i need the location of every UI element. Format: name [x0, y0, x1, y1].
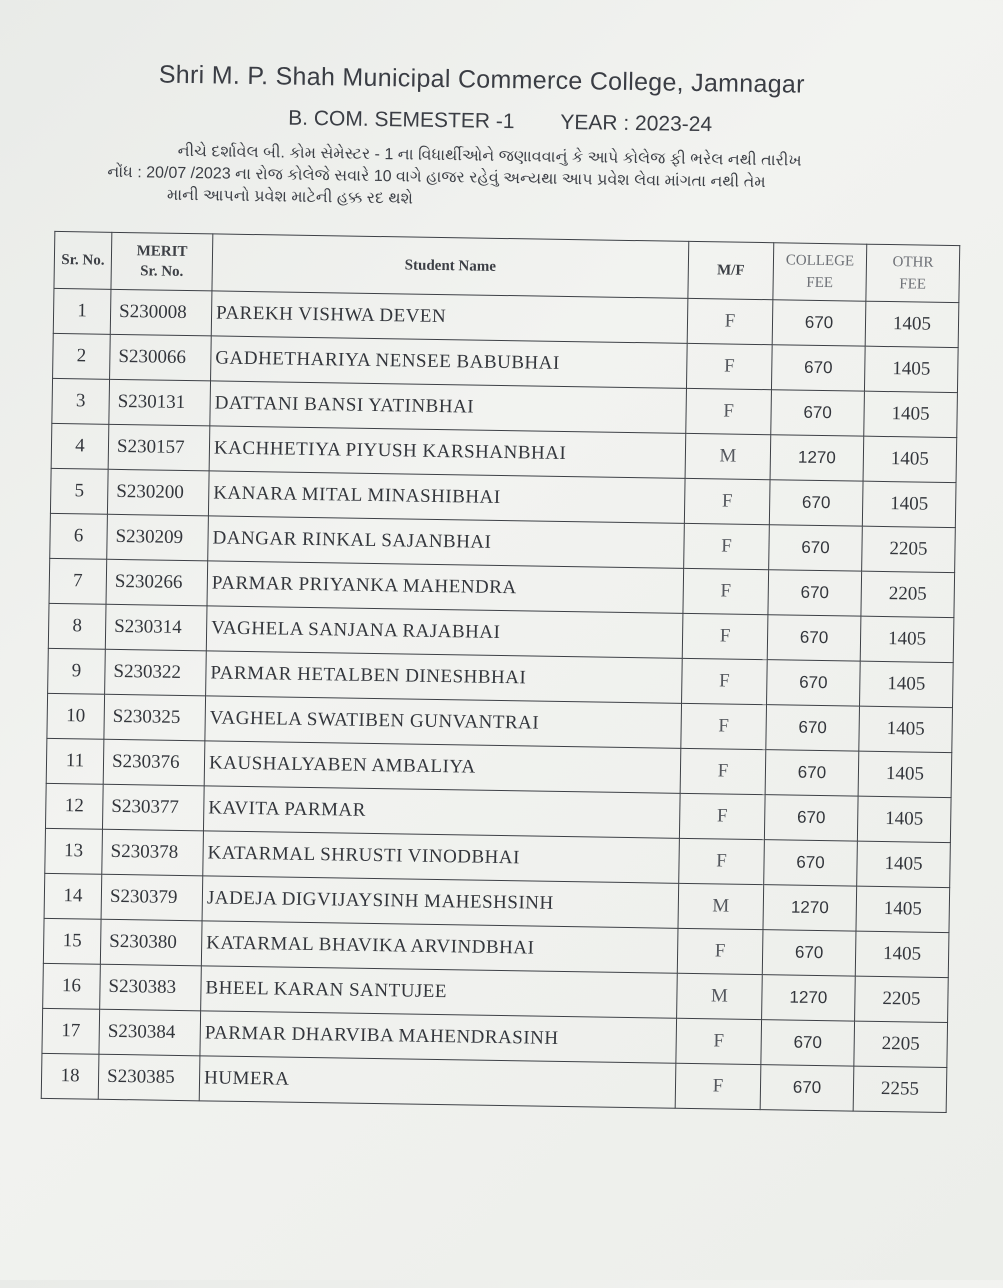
- cell-college-fee: 670: [766, 705, 860, 751]
- notice-line-3: માની આપનો પ્રવેશ માટેની હક્ક રદ થશે: [166, 186, 414, 208]
- cell-college-fee: 670: [768, 570, 862, 616]
- cell-gender: F: [679, 838, 765, 884]
- cell-college-fee: 670: [760, 1065, 854, 1111]
- cell-student-name: JADEJA DIGVIJAYSINH MAHESHSINH: [202, 876, 679, 928]
- cell-gender: F: [682, 658, 768, 704]
- cell-other-fee: 2205: [855, 976, 949, 1022]
- cell-other-fee: 1405: [855, 931, 949, 977]
- cell-college-fee: 670: [765, 750, 859, 796]
- cell-other-fee: 1405: [857, 796, 951, 842]
- cell-other-fee: 1405: [857, 841, 951, 887]
- cell-college-fee: 670: [767, 615, 861, 661]
- cell-college-fee: 670: [771, 345, 865, 391]
- cell-college-fee: 670: [772, 300, 866, 346]
- cell-merit-no: S230385: [98, 1054, 200, 1101]
- header-sr-no: Sr. No.: [54, 231, 112, 289]
- cell-sr-no: 2: [53, 333, 111, 379]
- cell-student-name: PARMAR PRIYANKA MAHENDRA: [207, 561, 684, 613]
- cell-student-name: PARMAR DHARVIBA MAHENDRASINH: [200, 1011, 677, 1063]
- cell-merit-no: S230266: [106, 559, 208, 606]
- cell-merit-no: S230200: [107, 469, 209, 516]
- cell-merit-no: S230314: [105, 604, 207, 651]
- cell-gender: F: [683, 568, 769, 614]
- cell-college-fee: 670: [771, 390, 865, 436]
- student-fee-table: [41, 231, 961, 1113]
- cell-college-fee: 1270: [763, 885, 857, 931]
- cell-sr-no: 17: [42, 1008, 100, 1054]
- cell-student-name: KACHHETIYA PIYUSH KARSHANBHAI: [209, 426, 686, 478]
- cell-gender: F: [686, 388, 772, 434]
- cell-other-fee: 1405: [859, 706, 953, 752]
- cell-other-fee: 1405: [865, 301, 959, 347]
- cell-student-name: KANARA MITAL MINASHIBHAI: [208, 471, 685, 523]
- semester-label: B. COM. SEMESTER -1: [287, 106, 515, 134]
- cell-gender: M: [677, 973, 763, 1019]
- cell-sr-no: 16: [43, 963, 101, 1009]
- cell-other-fee: 2205: [861, 571, 955, 617]
- cell-sr-no: 1: [53, 288, 111, 334]
- cell-gender: F: [675, 1063, 761, 1109]
- cell-merit-no: S230384: [99, 1009, 201, 1056]
- notice-text: [107, 140, 948, 219]
- cell-student-name: GADHETHARIYA NENSEE BABUBHAI: [211, 336, 688, 388]
- cell-other-fee: 1405: [864, 391, 958, 437]
- cell-gender: F: [686, 343, 772, 389]
- cell-college-fee: 670: [767, 660, 861, 706]
- cell-merit-no: S230131: [109, 379, 211, 426]
- header-mf: M/F: [688, 241, 774, 299]
- cell-gender: F: [680, 748, 766, 794]
- cell-sr-no: 6: [50, 513, 108, 559]
- cell-college-fee: 670: [764, 840, 858, 886]
- cell-gender: F: [684, 478, 770, 524]
- college-title: Shri M. P. Shah Municipal Commerce College, Jamnagar: [158, 60, 805, 99]
- cell-merit-no: S230008: [110, 289, 212, 336]
- cell-student-name: HUMERA: [199, 1056, 676, 1108]
- cell-merit-no: S230376: [103, 739, 205, 786]
- year-label: YEAR : 2023-24: [560, 110, 713, 137]
- cell-sr-no: 3: [52, 378, 110, 424]
- cell-sr-no: 9: [48, 648, 106, 694]
- cell-sr-no: 11: [46, 738, 104, 784]
- notice-line-2: નોંધ : 20/07 /2023 ના રોજ કોલેજે સવારે 10 વાગે હાજર રહેવું અન્યથા આપ પ્રવેશ લેવા માંગતા નથી તેમ: [107, 163, 766, 192]
- cell-other-fee: 2255: [853, 1066, 947, 1112]
- cell-gender: M: [678, 883, 764, 929]
- cell-student-name: VAGHELA SWATIBEN GUNVANTRAI: [205, 696, 682, 748]
- cell-gender: F: [681, 703, 767, 749]
- cell-sr-no: 14: [44, 873, 102, 919]
- cell-college-fee: 670: [764, 795, 858, 841]
- cell-other-fee: 1405: [863, 436, 957, 482]
- cell-merit-no: S230378: [102, 829, 204, 876]
- cell-student-name: PAREKH VISHWA DEVEN: [211, 291, 688, 343]
- cell-student-name: BHEEL KARAN SANTUJEE: [201, 966, 678, 1018]
- cell-merit-no: S230209: [107, 514, 209, 561]
- cell-gender: F: [682, 613, 768, 659]
- cell-sr-no: 8: [48, 603, 106, 649]
- cell-gender: F: [684, 523, 770, 569]
- cell-student-name: KAVITA PARMAR: [203, 786, 680, 838]
- cell-student-name: DANGAR RINKAL SAJANBHAI: [208, 516, 685, 568]
- cell-sr-no: 5: [50, 468, 108, 514]
- semester-line: [288, 107, 712, 138]
- cell-college-fee: 670: [769, 525, 863, 571]
- cell-other-fee: 2205: [862, 526, 956, 572]
- cell-merit-no: S230379: [101, 874, 203, 921]
- cell-sr-no: 13: [45, 828, 103, 874]
- header-college-fee: COLLEGE FEE: [773, 243, 867, 301]
- cell-merit-no: S230157: [108, 424, 210, 471]
- cell-sr-no: 4: [51, 423, 109, 469]
- cell-student-name: DATTANI BANSI YATINBHAI: [210, 381, 687, 433]
- cell-college-fee: 670: [769, 480, 863, 526]
- cell-other-fee: 1405: [864, 346, 958, 392]
- cell-student-name: KAUSHALYABEN AMBALIYA: [204, 741, 681, 793]
- cell-gender: F: [677, 928, 763, 974]
- cell-college-fee: 1270: [770, 435, 864, 481]
- cell-gender: F: [687, 298, 773, 344]
- cell-college-fee: 1270: [762, 975, 856, 1021]
- cell-other-fee: 1405: [856, 886, 950, 932]
- cell-other-fee: 1405: [862, 481, 956, 527]
- header-other-fee: OTHR FEE: [866, 244, 960, 302]
- cell-sr-no: 7: [49, 558, 107, 604]
- cell-student-name: KATARMAL BHAVIKA ARVINDBHAI: [201, 921, 678, 973]
- cell-merit-no: S230066: [110, 334, 212, 381]
- cell-student-name: PARMAR HETALBEN DINESHBHAI: [206, 651, 683, 703]
- header-merit-sr-no: MERIT Sr. No.: [111, 232, 213, 291]
- cell-other-fee: 1405: [858, 751, 952, 797]
- cell-other-fee: 1405: [860, 661, 954, 707]
- cell-college-fee: 670: [761, 1020, 855, 1066]
- cell-merit-no: S230325: [104, 694, 206, 741]
- cell-merit-no: S230322: [105, 649, 207, 696]
- notice-line-1: નીચે દર્શાવેલ બી. કોમ સેમેસ્ટર - 1 ના વિધાર્થીઓને જણાવવાનું કે આપે કોલેજ ફી ભરેલ નથી તારીખ: [177, 142, 802, 170]
- cell-college-fee: 670: [762, 930, 856, 976]
- cell-other-fee: 2205: [854, 1021, 948, 1067]
- cell-merit-no: S230380: [100, 919, 202, 966]
- cell-other-fee: 1405: [860, 616, 954, 662]
- cell-sr-no: 15: [43, 918, 101, 964]
- cell-student-name: VAGHELA SANJANA RAJABHAI: [206, 606, 683, 658]
- header-student-name: Student Name: [212, 234, 689, 298]
- cell-merit-no: S230383: [100, 964, 202, 1011]
- cell-gender: F: [679, 793, 765, 839]
- cell-sr-no: 18: [41, 1053, 99, 1099]
- cell-student-name: KATARMAL SHRUSTI VINODBHAI: [203, 831, 680, 883]
- cell-gender: M: [685, 433, 771, 479]
- cell-sr-no: 10: [47, 693, 105, 739]
- cell-merit-no: S230377: [102, 784, 204, 831]
- cell-sr-no: 12: [45, 783, 103, 829]
- cell-gender: F: [676, 1018, 762, 1064]
